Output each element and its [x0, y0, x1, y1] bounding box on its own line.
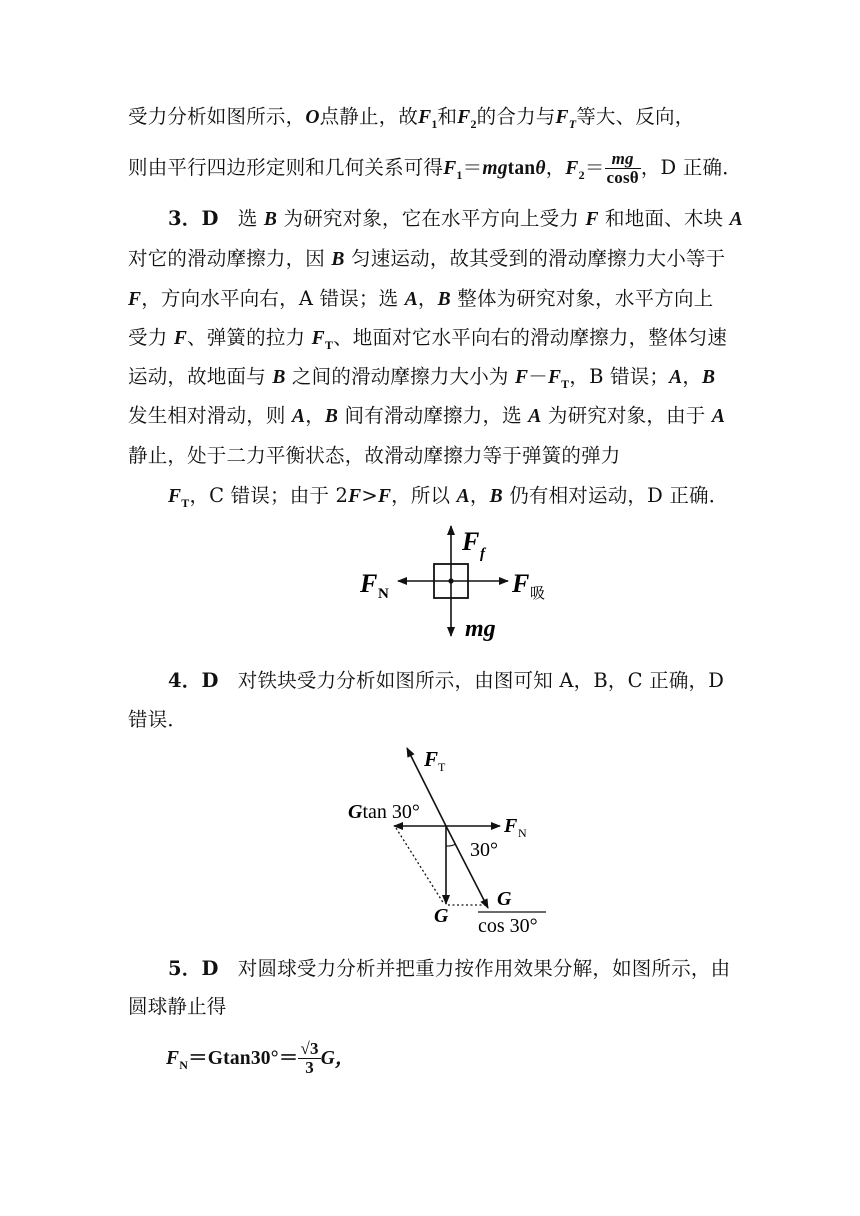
label-mg: mg	[465, 616, 496, 642]
text-line: 受力分析如图所示，O点静止，故$F_1$和$F_2$的合力与$F_T$等大、反向，	[128, 105, 695, 131]
svg-text:N: N	[518, 826, 527, 840]
label-ft: F	[424, 747, 439, 771]
force-diagram-block	[350, 518, 570, 644]
label-fn: F	[360, 569, 378, 598]
text-line: 发生相对滑动，则 A，B 间有滑动摩擦力，选 A 为研究对象，由于 A	[128, 404, 726, 427]
text-line: 对它的滑动摩擦力，因 B 匀速运动，故其受到的滑动摩擦力大小等于	[128, 247, 726, 270]
svg-text:f: f	[480, 546, 485, 562]
dotted-line	[396, 828, 444, 904]
fraction: $\frac{mg}{\cos\theta}$	[606, 149, 639, 187]
text-line: 5．D 对圆球受力分析并把重力按作用效果分解，如图所示，由	[168, 957, 731, 980]
label-frac-num: G	[497, 888, 512, 910]
svg-text:N: N	[378, 586, 389, 602]
label-ff: F	[462, 527, 480, 556]
text-line: 圆球静止得	[128, 995, 227, 1018]
label-frac-den: cos 30°	[478, 915, 538, 937]
label-gtan30: Gtan 30°	[348, 801, 420, 823]
text-line: 3．D 选 B 为研究对象，它在水平方向上受力 F 和地面、木块 A	[168, 207, 743, 230]
text-line: 错误．	[128, 708, 188, 731]
text-line: 静止，处于二力平衡状态，故滑动摩擦力等于弹簧的弹力	[128, 444, 621, 467]
text-line: 受力 F、弹簧的拉力 $F_T$、地面对它水平向右的滑动摩擦力，整体匀速	[128, 326, 728, 352]
text-line: F，方向水平向右，A 错误；选 A，B 整体为研究对象，水平方向上	[128, 287, 714, 310]
label-fn: F	[504, 815, 518, 837]
equation-line: $F_N=Gtan30^\circ=$ $\frac{√3}{3}$ G，	[166, 1039, 355, 1077]
text-line: 则由平行四边形定则和几何关系可得$F_1=mgtan\theta$，$F_2=$ $\frac{mg}{\cos\theta}$ ，D 正确．	[128, 149, 742, 187]
label-g: G	[434, 905, 449, 927]
text-line: 运动，故地面与 B 之间的滑动摩擦力大小为 $F-F_T$，B 错误；A，B	[128, 365, 716, 391]
label-fx: F	[512, 569, 530, 598]
fraction: $\frac{√3}{3}$	[300, 1039, 319, 1077]
svg-text:T: T	[438, 760, 446, 774]
text-line: 4．D 对铁块受力分析如图所示，由图可知 A，B，C 正确，D	[168, 669, 725, 692]
angle-arc	[446, 844, 456, 846]
iron-block-diagram	[340, 740, 560, 940]
svg-text:吸: 吸	[530, 586, 546, 602]
label-angle: 30°	[470, 839, 498, 861]
text-line: $F_T$，C 错误；由于 2F>F，所以 A，B 仍有相对运动，D 正确．	[168, 484, 729, 510]
